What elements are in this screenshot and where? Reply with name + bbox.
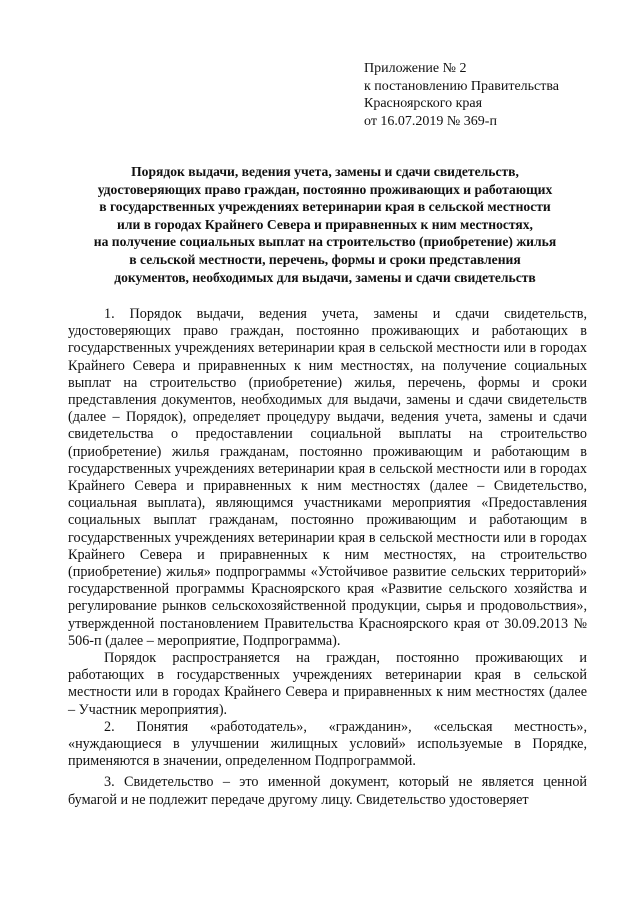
title-line: в государственных учреждениях ветеринарии края в сельской местности — [99, 199, 551, 215]
document-title — [50, 163, 600, 286]
paragraph-2: 2. Понятия «работодатель», «гражданин», «сельская местность», «нуждающиеся в улучшении жилищных условий» используемые в Порядке, применяются в значении, определенном Подпрограммой. — [68, 718, 587, 770]
paragraph-1: 1. Порядок выдачи, ведения учета, замены и сдачи свидетельств, удостоверяющих право граждан, постоянно проживающих и работающих в государственных учреждениях ветеринарии края в сельской местности или в городах Крайнего Севера и приравненных к ним местностях, на получение социальных выплат на строительство (приобретение) жилья, перечень, формы и сроки представления документов, необходимых для выдачи, замены и сдачи свидетельств (далее – Порядок), определяет процедуру выдачи, ведения учета, замены и сдачи свидетельства о предоставлении социальной выплаты на строительство (приобретение) жилья гражданам, постоянно проживающим и работающим в государственных учреждениях ветеринарии края в сельской местности или в городах Крайнего Севера и приравненных к ним местностях (далее – Свидетельство, социальная выплата), являющимся участниками мероприятия «Предоставления социальных выплат гражданам, постоянно проживающим и работающим в государственных учреждениях ветеринарии края в сельской местности или в городах Крайнего Севера и приравненных к ним местностях, на строительство (приобретение) жилья» подпрограммы «Устойчивое развитие сельских территорий» государственной программы Красноярского края «Развитие сельского хозяйства и регулирование рынков сельскохозяйственной продукции, сырья и продовольствия», утвержденной постановлением Правительства Красноярского края от 30.09.2013 № 506-п (далее – мероприятие, Подпрограмма). — [68, 306, 587, 649]
paragraph-3: 3. Свидетельство – это именной документ, который не является ценной бумагой и не подлежит передаче другому лицу. Свидетельство удостоверяет — [68, 774, 587, 808]
appendix-region: Красноярского края — [364, 96, 483, 111]
title-line: на получение социальных выплат на строительство (приобретение) жилья — [93, 234, 557, 250]
appendix-decree-ref: к постановлению Правительства — [364, 78, 560, 94]
title-line: Порядок выдачи, ведения учета, замены и сдачи свидетельств, — [131, 164, 519, 179]
title-line: или в городах Крайнего Севера и приравненных к ним местностях, — [117, 216, 533, 232]
appendix-header — [364, 60, 624, 130]
title-line: документов, необходимых для выдачи, замены и сдачи свидетельств — [114, 269, 536, 285]
document-body — [68, 306, 587, 809]
appendix-date-number: от 16.07.2019 № 369-п — [364, 113, 497, 129]
title-line: в сельской местности, перечень, формы и сроки представления — [129, 251, 521, 267]
appendix-number: Приложение № 2 — [364, 61, 467, 76]
title-line: удостоверяющих право граждан, постоянно проживающих и работающих — [97, 181, 553, 197]
paragraph-scope: Порядок распространяется на граждан, постоянно проживающих и работающих в государственных учреждениях ветеринарии края в сельской местности или в городах Крайнего Севера и приравненных к ним местностях (далее – Участник мероприятия). — [68, 650, 587, 718]
